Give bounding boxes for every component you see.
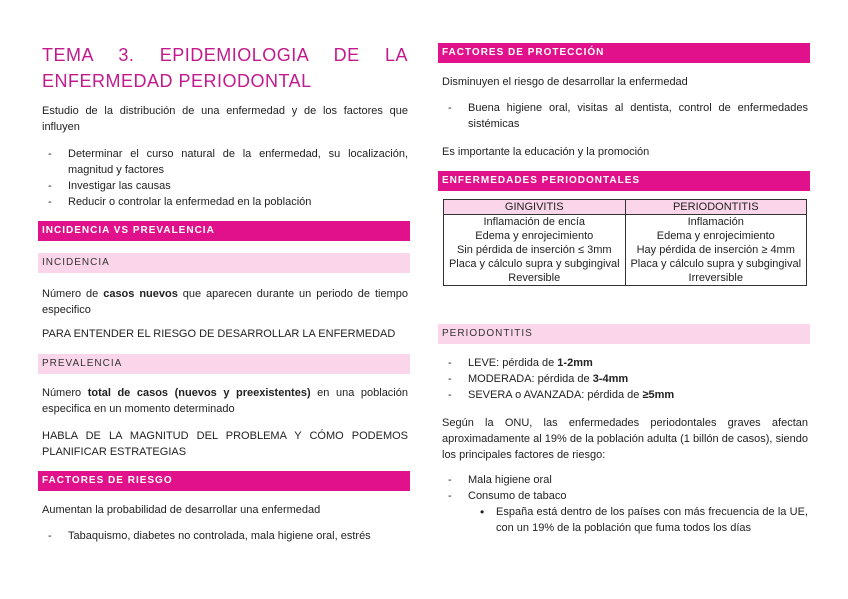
prevalencia-definition: Número total de casos (nuevos y preexistentes) en una población especifica en un momento determinado bbox=[42, 387, 408, 415]
subsection-header-incidencia: INCIDENCIA bbox=[38, 253, 410, 273]
table-cell: Reversible bbox=[444, 271, 626, 286]
list-item: - SEVERA o AVANZADA: pérdida de ≥5mm bbox=[442, 387, 808, 403]
comparison-table bbox=[443, 199, 807, 286]
list-item: - Reducir o controlar la enfermedad en la población bbox=[42, 194, 408, 210]
table-row bbox=[444, 229, 807, 243]
factores-riesgo-list bbox=[42, 528, 408, 544]
list-item: - Determinar el curso natural de la enfermedad, su localización, magnitud y factores bbox=[42, 146, 408, 178]
table-cell: Irreversible bbox=[625, 271, 807, 286]
list-item: - Buena higiene oral, visitas al dentista, control de enfermedades sistémicas bbox=[442, 100, 808, 132]
list-item: - Tabaquismo, diabetes no controlada, mala higiene oral, estrés bbox=[42, 528, 408, 544]
table-header-periodontitis: PERIODONTITIS bbox=[625, 200, 807, 215]
subsection-header-periodontitis: PERIODONTITIS bbox=[438, 324, 810, 344]
table-cell: Placa y cálculo supra y subgingival bbox=[625, 257, 807, 271]
page-title: TEMA 3. EPIDEMIOLOGIA DE LA ENFERMEDAD PERIODONTAL bbox=[42, 45, 408, 91]
table-row bbox=[444, 243, 807, 257]
list-item: - MODERADA: pérdida de 3-4mm bbox=[442, 371, 808, 387]
table-row bbox=[444, 257, 807, 271]
table-cell: Sin pérdida de inserción ≤ 3mm bbox=[444, 243, 626, 257]
section-header-factores-proteccion: FACTORES DE PROTECCIÓN bbox=[438, 43, 810, 63]
list-item: - Investigar las causas bbox=[42, 178, 408, 194]
table-row bbox=[444, 215, 807, 230]
list-item: - LEVE: pérdida de 1-2mm bbox=[442, 355, 808, 371]
risk-list-block bbox=[442, 472, 808, 536]
factores-riesgo-text: Aumentan la probabilidad de desarrollar una enfermedad bbox=[42, 504, 321, 516]
sub-list bbox=[442, 504, 808, 536]
table-header-gingivitis: GINGIVITIS bbox=[444, 200, 626, 215]
section-header-enfermedades-periodontales: ENFERMEDADES PERIODONTALES bbox=[438, 171, 810, 191]
section-header-factores-riesgo: FACTORES DE RIESGO bbox=[38, 471, 410, 491]
table-cell: Inflamación de encía bbox=[444, 215, 626, 230]
section-header-incidencia-vs-prevalencia: INCIDENCIA VS PREVALENCIA bbox=[38, 221, 410, 241]
subsection-header-prevalencia: PREVALENCIA bbox=[38, 354, 410, 374]
table-cell: Placa y cálculo supra y subgingival bbox=[444, 257, 626, 271]
list-item: - Consumo de tabaco bbox=[442, 488, 808, 504]
factores-proteccion-text: Disminuyen el riesgo de desarrollar la enfermedad bbox=[442, 76, 688, 88]
incidencia-note: PARA ENTENDER EL RIESGO DE DESARROLLAR LA ENFERMEDAD bbox=[42, 328, 396, 340]
intro-text: Estudio de la distribución de una enfermedad y de los factores que influyen bbox=[42, 105, 408, 133]
risk-list bbox=[442, 472, 808, 504]
table-cell: Edema y enrojecimiento bbox=[625, 229, 807, 243]
severity-list bbox=[442, 355, 808, 403]
table-row bbox=[444, 271, 807, 286]
list-item: • España está dentro de los países con más frecuencia de la UE, con un 19% de la población que fuma todos los días bbox=[442, 504, 808, 536]
list-item: - Mala higiene oral bbox=[442, 472, 808, 488]
table-cell: Inflamación bbox=[625, 215, 807, 230]
incidencia-definition: Número de casos nuevos que aparecen durante un periodo de tiempo especifico bbox=[42, 288, 408, 316]
prevalencia-note: HABLA DE LA MAGNITUD DEL PROBLEMA Y CÓMO PODEMOS PLANIFICAR ESTRATEGIAS bbox=[42, 430, 408, 458]
onu-text: Según la ONU, las enfermedades periodontales graves afectan aproximadamente al 19% de la población adulta (1 billón de casos), siendo los principales factores de riesgo: bbox=[442, 417, 808, 461]
intro-list bbox=[42, 146, 408, 210]
factores-proteccion-note: Es importante la educación y la promoción bbox=[442, 146, 650, 158]
table-cell: Edema y enrojecimiento bbox=[444, 229, 626, 243]
table-cell: Hay pérdida de inserción ≥ 4mm bbox=[625, 243, 807, 257]
factores-proteccion-list bbox=[442, 100, 808, 132]
